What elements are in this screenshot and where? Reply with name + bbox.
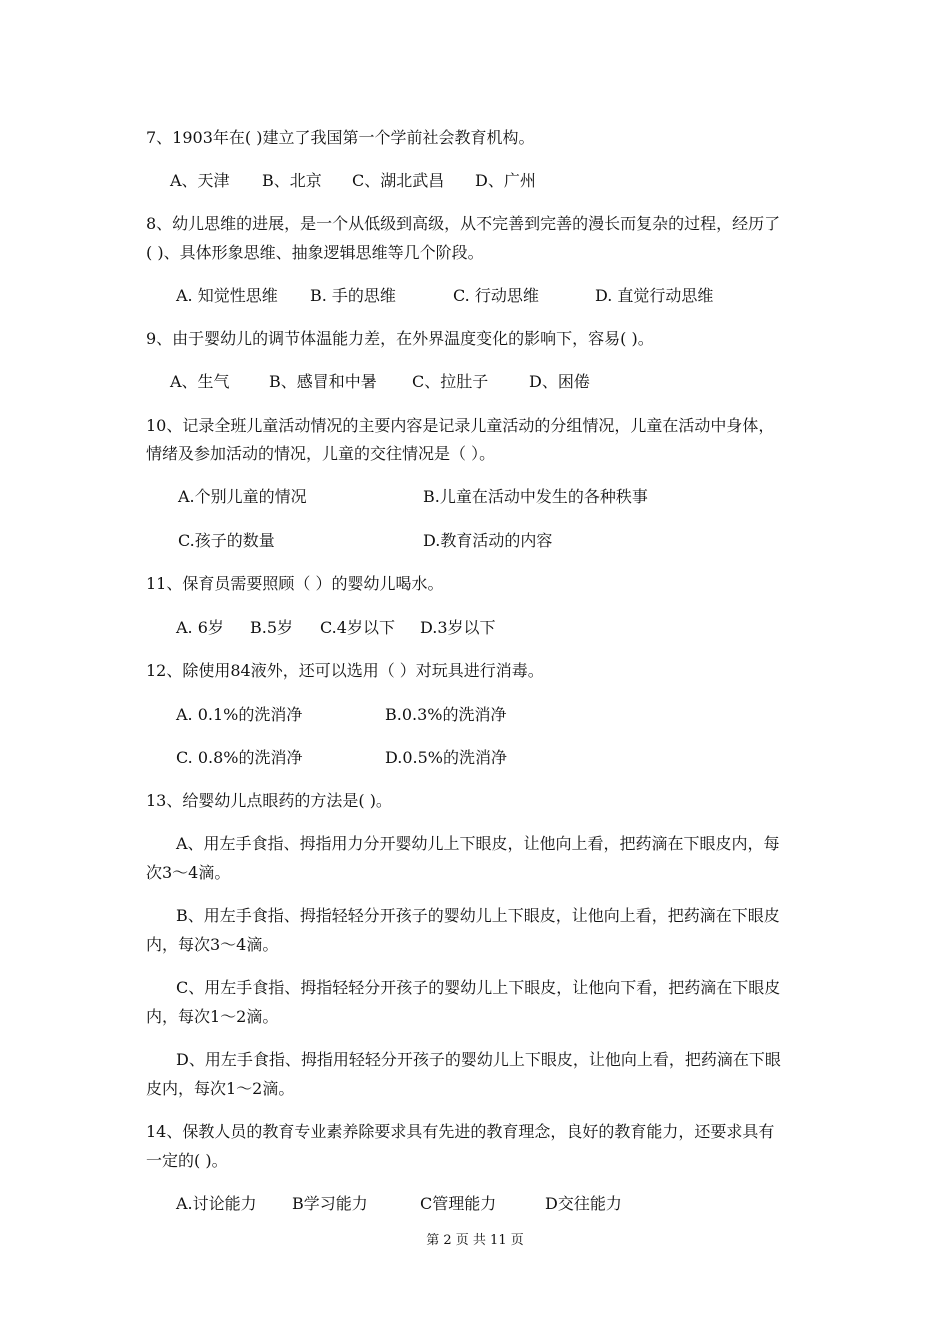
q12-option-c: C. 0.8%的洗消净 [176, 748, 303, 767]
q8-option-a: A. 知觉性思维 [176, 286, 278, 305]
q12-stem: 12、除使用84液外，还可以选用（ ）对玩具进行消毒。 [146, 661, 544, 680]
q8-stem-line2: ( )、具体形象思维、抽象逻辑思维等几个阶段。 [146, 243, 484, 262]
q11-stem: 11、保育员需要照顾（ ）的婴幼儿喝水。 [146, 574, 444, 593]
q10-option-b: B.儿童在活动中发生的各种秩事 [423, 487, 648, 506]
q8-option-c: C. 行动思维 [453, 286, 539, 305]
q14-option-a: A.讨论能力 [176, 1194, 257, 1213]
q12-option-d: D.0.5%的洗消净 [385, 748, 507, 767]
q11-option-d: D.3岁以下 [420, 618, 496, 637]
page-footer: 第 2 页 共 11 页 [426, 1233, 524, 1248]
q10-option-d: D.教育活动的内容 [423, 531, 553, 550]
q13-option-a-line2: 次3～4滴。 [146, 863, 231, 882]
q14-option-c: C管理能力 [420, 1194, 497, 1213]
q9-stem: 9、由于婴幼儿的调节体温能力差，在外界温度变化的影响下，容易( )。 [146, 329, 654, 348]
q13-option-d-line1: D、用左手食指、拇指用轻轻分开孩子的婴幼儿上下眼皮，让他向上看，把药滴在下眼 [176, 1050, 781, 1069]
q9-option-d: D、困倦 [529, 372, 590, 391]
q7-stem: 7、1903年在( )建立了我国第一个学前社会教育机构。 [146, 128, 535, 147]
q9-option-c: C、拉肚子 [412, 372, 489, 391]
q7-option-b: B、北京 [262, 171, 322, 190]
q13-option-b-line1: B、用左手食指、拇指轻轻分开孩子的婴幼儿上下眼皮，让他向上看，把药滴在下眼皮 [176, 906, 780, 925]
q13-option-d-line2: 皮内，每次1～2滴。 [146, 1079, 295, 1098]
q9-option-a: A、生气 [170, 372, 230, 391]
q12-option-a: A. 0.1%的洗消净 [176, 705, 303, 724]
q14-option-b: B学习能力 [292, 1194, 368, 1213]
q10-option-a: A.个别儿童的情况 [178, 487, 307, 506]
q14-stem-line2: 一定的( )。 [146, 1151, 228, 1170]
q12-option-b: B.0.3%的洗消净 [385, 705, 507, 724]
q13-option-a-line1: A、用左手食指、拇指用力分开婴幼儿上下眼皮，让他向上看，把药滴在下眼皮内，每 [176, 834, 780, 853]
q7-option-c: C、湖北武昌 [352, 171, 445, 190]
q11-option-b: B.5岁 [250, 618, 294, 637]
q11-option-c: C.4岁以下 [320, 618, 395, 637]
q13-option-c-line1: C、用左手食指、拇指轻轻分开孩子的婴幼儿上下眼皮，让他向下看，把药滴在下眼皮 [176, 978, 781, 997]
q14-stem-line1: 14、保教人员的教育专业素养除要求具有先进的教育理念，良好的教育能力，还要求具有 [146, 1122, 775, 1141]
q10-option-c: C.孩子的数量 [178, 531, 275, 550]
q10-stem-line1: 10、记录全班儿童活动情况的主要内容是记录儿童活动的分组情况，儿童在活动中身体， [146, 416, 775, 435]
q7-option-d: D、广州 [475, 171, 536, 190]
q13-option-c-line2: 内，每次1～2滴。 [146, 1007, 279, 1026]
q8-option-d: D. 直觉行动思维 [595, 286, 714, 305]
q8-option-b: B. 手的思维 [310, 286, 396, 305]
q8-stem-line1: 8、幼儿思维的进展，是一个从低级到高级，从不完善到完善的漫长而复杂的过程，经历了 [146, 214, 781, 233]
q14-option-d: D交往能力 [545, 1194, 622, 1213]
q11-option-a: A. 6岁 [176, 618, 224, 637]
q7-option-a: A、天津 [170, 171, 230, 190]
q13-stem: 13、给婴幼儿点眼药的方法是( )。 [146, 791, 392, 810]
q9-option-b: B、感冒和中暑 [269, 372, 377, 391]
q13-option-b-line2: 内，每次3～4滴。 [146, 935, 279, 954]
q10-stem-line2: 情绪及参加活动的情况，儿童的交往情况是（ ）。 [146, 444, 496, 463]
